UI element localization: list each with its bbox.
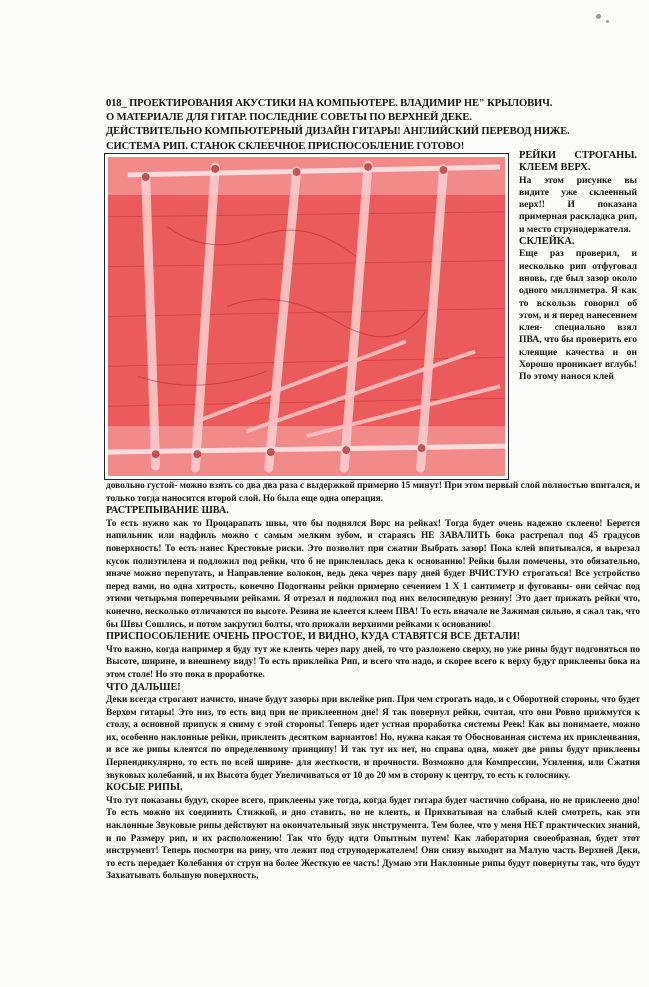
sidebar-heading: СКЛЕЙКА. [519, 236, 575, 248]
body-paragraph: довольно густой- можно взять со два два раза с выдержкой примерно 15 минут! При этом первый слой полностью впитался, и только тогда наносится второй слой. Но была еще одна операция. [106, 481, 640, 504]
photo-frame [104, 153, 509, 480]
scan-speck [606, 20, 609, 23]
header-line: О МАТЕРИАЛЕ ДЛЯ ГИТАР. ПОСЛЕДНИЕ СОВЕТЫ ПО ВЕРХНЕЙ ДЕКЕ. [106, 112, 472, 124]
scan-speck [596, 14, 601, 19]
body-paragraph: Деки всегда строгают начисто, иначе будут зазоры при вклейке рип. При чем строгать надо, и с Оборотной стороны, что будет Верхом гитары! Это низ, то есть вид при не приклеенном дне! Я так повернул рейки, считая, что они Ровно прижмутся к столу, а основной припуск я сниму с этой стороны! Теперь идет устная проработка системы Реек! Как вы понимаете, можно их, особенно наклонные рейки, приклеить десятком вариантов! Но, нужна какая то Обоснованная система их приклеивания, и все же рипы клеятся по определенному принципу! И так тут их нет, но справа одна, может две рипы будут приклеены Перпендикулярно, то есть по всей ширине- для жесткости, и прочности. Возможно для Компрессии, Усиления, или Сжатия звуковых колебаний, и их Высота будет Увеличиваться от 10 до 20 мм в сторону к центру, то есть к голоснику. [106, 695, 640, 781]
body-paragraph: То есть нужно как то Процарапать швы, что бы поднялся Ворс на рейках! Тогда будет очень надежно склеено! Берется напильник или надфиль можно с самым мелким зубом, и стараясь НЕ ЗАВАЛИТЬ бока растрепал под 45 градусов поверхность! То есть нанес Крестовые риски. Это позволит при сжатии Выбрать зазор! Пока клей впитывался, я вырезал кусок полиэтилена и подложил под рейки, что б не приклеилась дека к основанию! Рейки были помечены, это обязательно, иначе можно перепутать, и Направление волокон, ведь дека через пару дней будет ВЧИСТУЮ строгаться! Все устройство перед вами, но одна хитрость, конечно Подогнаны рейки примерно сечением 1 Х 1 сантиметр и фугованы- они сейчас под этими четырьмя поперечными рейками. Я отрезал и подложил под них велосипедную резину! Это дает прижать рейки что, конечно, несколько отличаются по высоте. Резина не клеется клеем ПВА! То есть вначале не Зажимая сильно, я сжал так, что бы Швы Сошлись, и потом закрутил болты, что прижали верхними рейками к основанию! [106, 518, 640, 630]
clamping-jig-image [108, 157, 505, 476]
section-heading: ЧТО ДАЛЬШЕ! [106, 681, 181, 693]
sidebar-text [519, 150, 637, 384]
body-paragraph: Что тут показаны будут, скорее всего, приклеены уже тогда, когда будет гитара будет частично собрана, но не приклеено дно! То есть можно их соединить Стижкой, и дно ставить, но не клеить, и Прихватывая на слабый клей смотреть, как эти наклонные Звуковые рипы действуют на окончательный звук инструмента. Тем более, что у меня НЕТ практических знаний, и по Размеру рип, и их расположению! Так что буду идти Опытным путем! Как лаборатория своеобразная, будет этот инструмент! Теперь посмотри на рину, что лежит под струнодержателем! Они снизу выходит на Малую часть Верхней Деки, то есть передает Колебания от струн на более Жесткую ее часть! Думаю эти Наклонные рипы будут повернуты так, что будут Захватывать большую поверхность, [106, 795, 640, 882]
body-paragraph: Что важно, когда например я буду тут же клеить через пару дней, то что разложено сверху, но уже рины будут подгоняться по Высоте, ширине, и внешнему виду! То есть приклейка Рип, и всего что надо, и скорее всего к верху будут приклеены бока на этом столе! Но это пока в проработке. [106, 644, 640, 680]
section-heading: ПРИСПОСОБЛЕНИЕ ОЧЕНЬ ПРОСТОЕ, И ВИДНО, КУДА СТАВЯТСЯ ВСЕ ДЕТАЛИ! [106, 631, 521, 643]
body-text [106, 480, 640, 883]
header-line: ДЕЙСТВИТЕЛЬНО КОМПЬЮТЕРНЫЙ ДИЗАЙН ГИТАРЫ! АНГЛИЙСКИЙ ПЕРЕВОД НИЖЕ. [106, 126, 570, 138]
header-line: СИСТЕМА РИП. СТАНОК СКЛЕЕЧНОЕ ПРИСПОСОБЛЕНИЕ ГОТОВО! [106, 140, 465, 152]
section-heading: КОСЫЕ РИПЫ. [106, 782, 183, 794]
header-line: 018_ ПРОЕКТИРОВАНИЯ АКУСТИКИ НА КОМПЬЮТЕРЕ. ВЛАДИМИР НЕ" КРЫЛОВИЧ. [106, 98, 553, 109]
section-heading: РАСТРЕПЫВАНИЕ ШВА. [106, 505, 229, 517]
document-header [106, 97, 624, 154]
sidebar-paragraph: На этом рисунке вы видите уже склеенный верх!! И показана примерная раскладка рип, и место струнодержателя. [519, 174, 637, 235]
sidebar-paragraph: Еще раз проверил, и несколько рип отфуговал вновь, где был зазор около одного миллиметра. Я как то вскользь говорил об этом, и я перед нанесением клея- специально взял ПВА, что бы проверить его клеящие качества и он Хорошо проникает вглубь! По этому нанося клей [519, 248, 637, 383]
sidebar-heading: РЕЙКИ СТРОГАНЫ. КЛЕЕМ ВЕРХ. [519, 150, 637, 174]
guitar-top-photo [108, 157, 505, 476]
